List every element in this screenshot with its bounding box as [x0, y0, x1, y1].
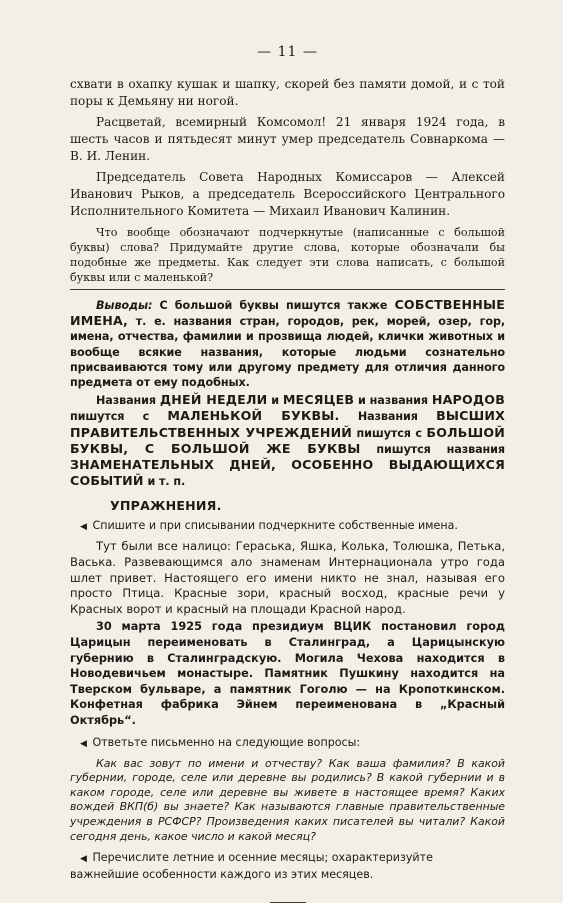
conclusion-text: пишутся названия [360, 442, 505, 456]
conclusion-text: С большой буквы пишутся также [152, 299, 395, 312]
conclusion-caps: ЗНАМЕНАТЕЛЬНЫХ ДНЕЙ, ОСОБЕННО ВЫДАЮЩИХСЯ СОБЫТИЙ [70, 457, 505, 489]
instruction-text: Ответьте письменно на следующие вопросы: [92, 735, 361, 749]
conclusion-caps: ВЫСШИХ ПРАВИТЕЛЬСТВЕННЫХ УЧРЕЖДЕНИЙ [70, 408, 505, 440]
left-triangle-icon: ◀ [80, 854, 87, 865]
conclusion-caps: СОБСТВЕННЫЕ ИМЕНА, [70, 297, 505, 329]
conclusions-paragraph-2 [70, 392, 505, 489]
instruction-text: Перечислите летние и осенние месяцы; охарактеризуйте важнейшие особенности каждого из этих месяцев. [70, 851, 433, 882]
conclusion-caps: МЕСЯЦЕВ [282, 392, 355, 408]
conclusion-text: т. е. названия стран, городов, рек, морей, озер, гор, имена, отчества, фамилии и прозвища людей, клички животных и вообще всякие названия, которые людьми сознательно присваиваются тому или другому предмету для отличия данного предмета от ему подобных. [70, 315, 505, 390]
instruction-1 [70, 518, 505, 535]
left-triangle-icon: ◀ [80, 522, 87, 533]
paragraph-sovnarkom: Председатель Совета Народных Комиссаров — Алексей Иванович Рыков, а председатель Всероссийского Центрального Исполнительного Комитета — Михаил Иванович Калинин. [70, 170, 505, 218]
conclusion-text: и названия [354, 394, 432, 408]
left-triangle-icon: ◀ [80, 738, 87, 749]
conclusion-text: Названия [339, 410, 437, 424]
conclusion-text: пишутся с [70, 410, 168, 424]
instruction-3 [70, 850, 505, 882]
paragraph-komsomol: Расцветай, всемирный Комсомол! 21 января 1924 года, в шесть часов и пятьдесят минут умер председатель Совнаркома — В. И. Ленин. [70, 115, 505, 163]
exercise-text-2: 30 марта 1925 года президиум ВЦИК постановил город Царицын переименовать в Сталинград, а Царицынскую губернию в Сталинградскую. Могила Чехова находится в Новодевичьем монастыре. Памятник Пушкину находится на Тверском бульваре, а памятник Гоголю — на Кропоткинском. Конфетная фабрика Эйнем переименована в „Красный Октябрь“. [70, 620, 505, 727]
conclusion-caps: НАРОДОВ [431, 392, 506, 408]
conclusion-text: пишутся с [352, 426, 427, 440]
page-number: — 11 — [257, 44, 318, 60]
questions-paragraph: Как вас зовут по имени и отчеству? Как ваша фамилия? В какой губернии, городе, селе или деревне вы родились? В какой губернии и в каком городе, селе или деревне вы живете в настоящее время? Каких вождей ВКП(б) вы знаете? Как называются главные правительственные учреждения в РСФСР? Произведения каких писателей вы читали? Какой сегодня день, какое число и какой месяц? [70, 756, 505, 843]
conclusion-caps: С БОЛЬШОЙ ЖЕ БУКВЫ [128, 440, 361, 456]
instruction-2 [70, 735, 505, 752]
conclusion-caps: БОЛЬШОЙ БУКВЫ, [70, 424, 505, 456]
conclusion-text: и т. п. [143, 475, 186, 489]
conclusion-caps: ДНЕЙ НЕДЕЛИ [159, 392, 268, 408]
question-paragraph: Что вообще обозначают подчеркнутые (написанные с большой буквы) слова? Придумайте другие слова, которые обозначали бы подобные же предметы. Как следует эти слова написать, с большой буквы или с маленькой? [70, 226, 505, 284]
conclusions-label: Выводы: [96, 299, 153, 312]
conclusion-text: Названия [96, 394, 160, 408]
conclusion-caps: МАЛЕНЬКОЙ БУКВЫ. [167, 408, 340, 424]
instruction-text: Спишите и при списывании подчеркните собственные имена. [92, 519, 458, 533]
divider-rule [70, 289, 505, 290]
conclusions-paragraph-1 [70, 297, 505, 390]
exercise-text-1: Тут были все налицо: Гераська, Яшка, Колька, Толюшка, Петька, Васька. Развевающимся ало знаменам Интернационала утро года шлет привет. Настоящего его имени никто не знал, называя его просто Птица. Красные зори, красный восход, красные речи у Красных ворот и красный на площади Красной народ. [70, 539, 505, 616]
paragraph-demyan: схвати в охапку кушак и шапку, скорей без памяти домой, и с той поры к Демьяну ни ногой. [70, 77, 505, 108]
conclusion-text: и [267, 394, 283, 408]
exercises-heading: УПРАЖНЕНИЯ. [110, 498, 222, 514]
